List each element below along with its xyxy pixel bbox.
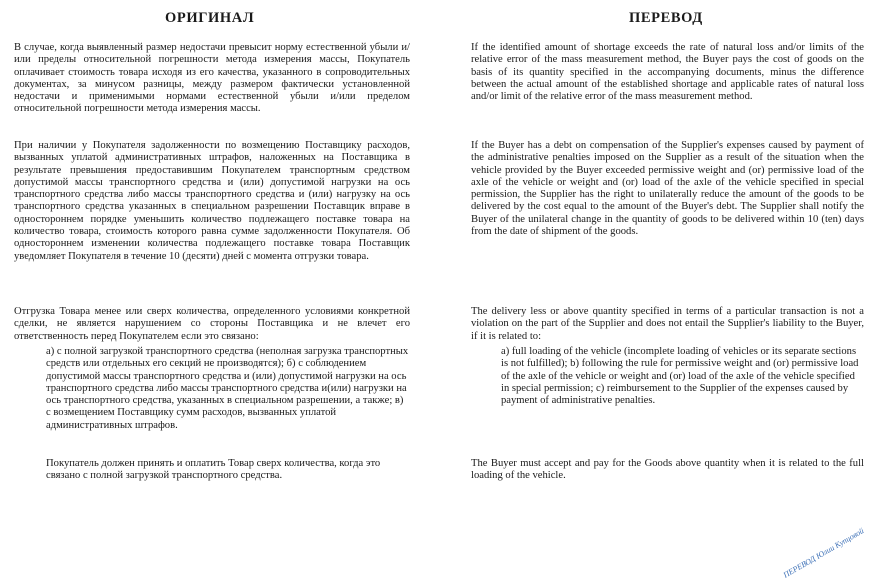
translation-title: ПЕРЕВОД: [629, 10, 703, 26]
original-title: ОРИГИНАЛ: [165, 10, 255, 26]
translation-paragraph-1: If the identified amount of shortage exceeds the rate of natural loss and/or limits of the relative error of the mass measurement method, the Buyer pays the cost of goods on the basis of its quantity specified in the accompanying documents, minus the difference between the actual amount of the established shortage and applicable rates of natural loss and/or limit of the relative error of the mass measurement method.: [471, 42, 864, 103]
translation-paragraph-2: If the Buyer has a debt on compensation of the Supplier's expenses caused by payment of the administrative penalties imposed on the Supplier as a result of the situation when the vehicle provided by the Buyer exceeded permissive weight and (or) permissive load of the axle of the vehicle or weight and (or) load of the axle of the vehicle specified in special permission, the Supplier has the right to unilaterally reduce the amount of the goods to be delivered by the cost equal to the amount of the Buyer's debt. The Supplier shall notify the Buyer of the unilateral change in the quantity of goods to be delivered within 10 (ten) days from the date of shipment of the goods.: [471, 140, 864, 238]
original-paragraph-4: Покупатель должен принять и оплатить Товар сверх количества, когда это связано с полной загрузкой транспортного средства.: [46, 458, 381, 482]
original-paragraph-3: Отгрузка Товара менее или сверх количества, определенного условиями конкретной сделки, не является нарушением со стороны Поставщика и не влечет его ответственность перед Покупателем если это связано:: [14, 306, 410, 342]
translation-paragraph-4: The Buyer must accept and pay for the Goods above quantity when it is related to the full loading of the vehicle.: [471, 458, 864, 482]
translation-paragraph-3-items: a) full loading of the vehicle (incomplete loading of vehicles or its separate sections is not fulfilled); b) following the rule for permissive weight and (or) permissive load of the axle of the vehicle or weight and (or) load of the axle of the vehicle specified in special permission; c) reimbursement to the Supplier of the expenses caused by payment of administrative penalties.: [501, 346, 859, 407]
original-paragraph-2: При наличии у Покупателя задолженности по возмещению Поставщику расходов, вызванных уплатой административных штрафов, наложенных на Поставщика в результате превышения предоставившим Покупателем транспортным средством допустимой массы транспортного средства и (или) допустимой нагрузки на ось транспортного средства либо массы транспортного средства и (или) нагрузку на ось транспортного средства указанных в специальном разрешении Поставщик вправе в одностороннем порядке уменьшить количество подлежащего поставке товара на количество товара, стоимость которого равна сумме задолженности Покупателя. Об одностороннем изменении количества подлежащего поставке товара Поставщик уведомляет Покупателя в течение 10 (десяти) дней с момента отгрузки товара.: [14, 140, 410, 262]
original-paragraph-3-items: а) с полной загрузкой транспортного средства (неполная загрузка транспортных средств или отдельных его секций не производятся); б) с соблюдением допустимой массы транспортного средства и (или) допустимой нагрузки на ось транспортного средства либо массы транспортного средства и(или) нагрузки на ось транспортного средства, указанных в специальном разрешении, а также; в) с возмещением Поставщику сумм расходов, вызванных уплатой административных штрафов.: [46, 346, 409, 431]
original-paragraph-1: В случае, когда выявленный размер недостачи превысит норму естественной убыли и/или пределы относительной погрешности метода измерения массы, Покупатель оплачивает стоимость товара исходя из его качества, указанного в сопроводительных документах, за минусом разницы, между размером фактически установленной недостачи и применимыми нормами естественной убыли и/или пределом относительной погрешности метода измерения массы.: [14, 42, 410, 115]
translator-watermark: ПЕРЕВОД Юлии Купцовой: [781, 526, 865, 580]
translation-paragraph-3: The delivery less or above quantity specified in terms of a particular transaction is not a violation on the part of the Supplier and does not entail the Supplier's liability to the Buyer, if it is related to:: [471, 306, 864, 342]
